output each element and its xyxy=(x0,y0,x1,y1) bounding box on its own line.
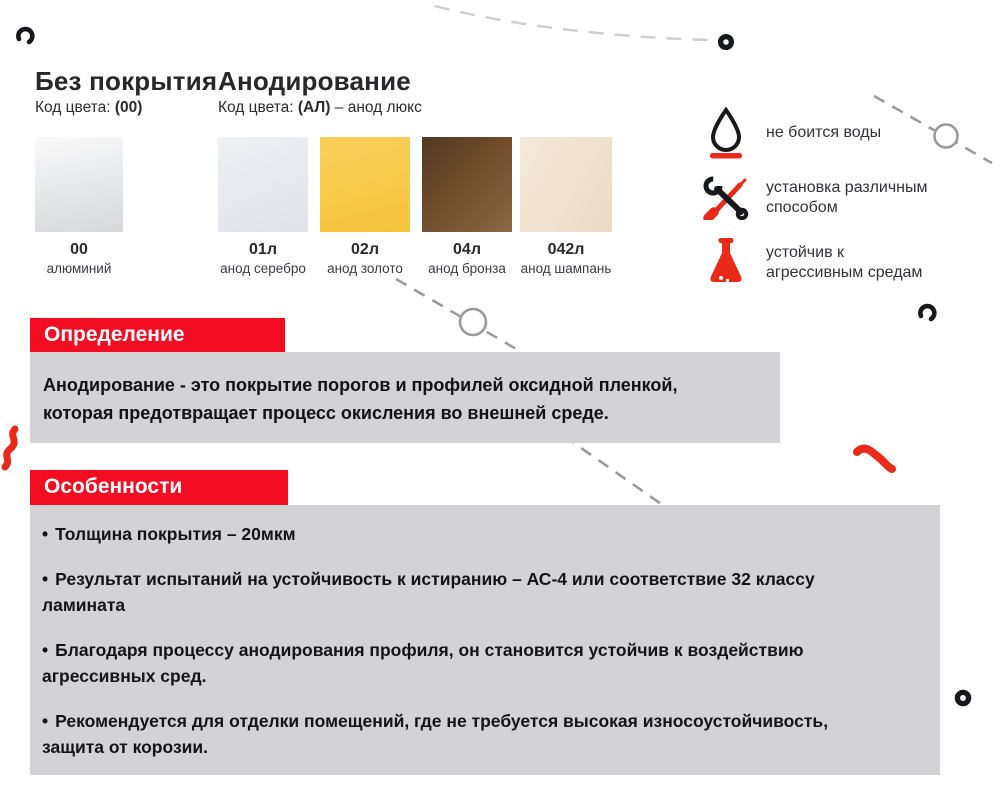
bullet-marker: • xyxy=(42,711,49,731)
benefit-label: не боится воды xyxy=(766,124,882,141)
feature-bullet: • Рекомендуется для отделки помещений, где не требуется высокая износоустойчивость, защита от корозии. xyxy=(42,711,829,757)
no-coating-title: Без покрытия xyxy=(35,66,218,96)
benefit-installation xyxy=(703,171,995,225)
swatch-code: 01л xyxy=(249,241,277,258)
flask-icon xyxy=(703,236,749,290)
benefit-label: установка различным способом xyxy=(766,179,928,216)
swatch-name: анод бронза xyxy=(428,261,506,276)
no-coating-color-code: Код цвета: (00) xyxy=(35,99,143,116)
benefits-list xyxy=(703,106,995,301)
swatch-column-aluminium xyxy=(35,137,123,277)
swatch-code: 02л xyxy=(351,241,379,258)
color-swatch-gold xyxy=(320,137,410,232)
feature-bullet: • Благодаря процессу анодирования профиля, он становится устойчив к воздействию агрессивных сред. xyxy=(42,640,804,686)
swatch-column-gold xyxy=(320,137,410,277)
features-heading-banner: Особенности xyxy=(30,470,288,505)
color-swatch-bronze xyxy=(422,137,512,232)
anodizing-color-code: Код цвета: (АЛ) – анод люкс xyxy=(218,99,422,116)
swatch-code: 04л xyxy=(453,241,481,258)
color-swatch-aluminium xyxy=(35,137,123,232)
anodizing-title: Анодирование xyxy=(218,66,411,96)
definition-text-box: Анодирование - это покрытие порогов и профилей оксидной пленкой, которая предотвращает процесс окисления во внешней среде. xyxy=(30,352,780,443)
swatch-code: 042л xyxy=(547,241,585,258)
feature-bullet: • Толщина покрытия – 20мкм xyxy=(42,524,296,544)
swatch-column-champagne xyxy=(520,137,612,277)
swatch-code: 00 xyxy=(70,241,88,258)
definition-heading-banner: Определение xyxy=(30,318,285,352)
benefit-water xyxy=(703,106,995,160)
swatch-column-bronze xyxy=(422,137,512,277)
feature-bullet: • Результат испытаний на устойчивость к истиранию – АС-4 или соответствие 32 классу ламината xyxy=(42,569,815,615)
color-swatch-champagne xyxy=(520,137,612,232)
color-swatch-silver xyxy=(218,137,308,232)
benefit-chemical xyxy=(703,236,995,290)
bullet-marker: • xyxy=(42,640,49,660)
swatch-name: анод серебро xyxy=(220,261,306,276)
swatch-column-silver xyxy=(218,137,308,277)
swatch-name: анод шампань xyxy=(520,261,612,276)
swatch-name: алюминий xyxy=(46,261,112,276)
swatch-name: анод золото xyxy=(327,261,403,276)
benefit-label: устойчив к агрессивным средам xyxy=(766,244,923,281)
features-list-box xyxy=(30,505,940,775)
water-drop-icon xyxy=(703,106,749,160)
bullet-marker: • xyxy=(42,569,49,589)
bullet-marker: • xyxy=(42,524,49,544)
tools-icon xyxy=(703,171,749,225)
